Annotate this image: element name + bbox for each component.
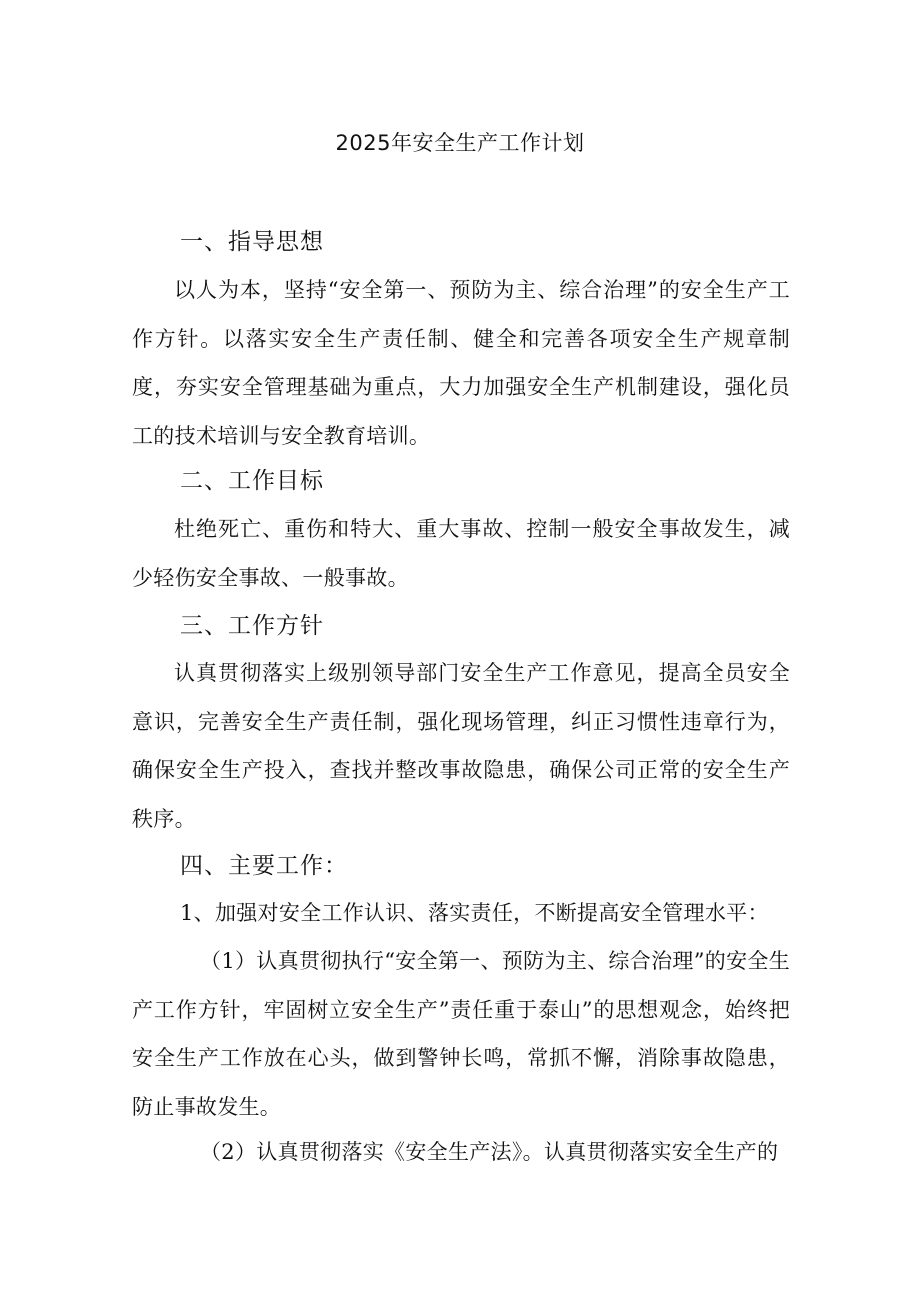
section-paragraph-guiding-ideology: 以人为本，坚持“安全第一、预防为主、综合治理”的安全生产工作方针。以落实安全生产责任制、健全和完善各项安全生产规章制度，夯实安全管理基础为重点，大力加强安全生产机制建设，强化员工的技术培训与安全教育培训。 xyxy=(132,278,790,448)
section-heading-main-tasks: 四、主要工作： xyxy=(180,853,348,879)
task-subitem-1: （1）认真贯彻执行“安全第一、预防为主、综合治理”的安全生产工作方针，牢固树立安全生产”责任重于泰山”的思想观念，始终把安全生产工作放在心头，做到警钟长鸣，常抓不懈，消除事故隐患，防止事故发生。 xyxy=(132,949,790,1119)
document-title: 2025年安全生产工作计划 xyxy=(335,131,585,155)
section-heading-work-goals: 二、工作目标 xyxy=(180,468,324,494)
section-paragraph-work-policy: 认真贯彻落实上级别领导部门安全生产工作意见，提高全员安全意识，完善安全生产责任制，强化现场管理，纠正习惯性违章行为，确保安全生产投入，查找并整改事故隐患，确保公司正常的安全生产秩序。 xyxy=(132,661,790,831)
section-heading-guiding-ideology: 一、指导思想 xyxy=(180,229,324,255)
section-heading-work-policy: 三、工作方针 xyxy=(180,613,324,639)
task-item-1: 1、加强对安全工作认识、落实责任，不断提高安全管理水平： xyxy=(180,901,769,925)
section-paragraph-work-goals: 杜绝死亡、重伤和特大、重大事故、控制一般安全事故发生，减少轻伤安全事故、一般事故。 xyxy=(132,517,790,590)
task-subitem-2: （2）认真贯彻落实《安全生产法》。认真贯彻落实安全生产的 xyxy=(200,1140,779,1164)
